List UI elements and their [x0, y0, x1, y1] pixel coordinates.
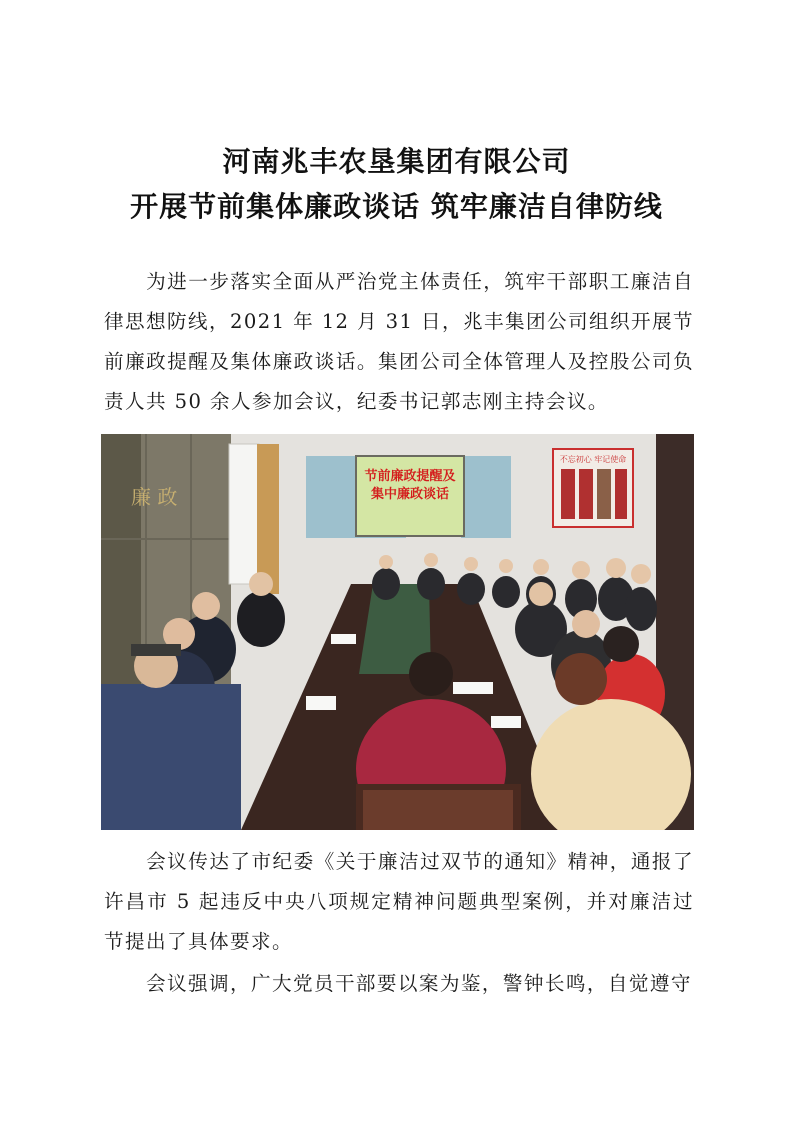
paragraph-intro	[104, 262, 694, 422]
meeting-photo	[101, 434, 694, 830]
paragraph-intro-text: 为进一步落实全面从严治党主体责任，筑牢干部职工廉洁自律思想防线，2021 年 12 月 31 日，兆丰集团公司组织开展节前廉政提醒及集体廉政谈话。集团公司全体管理人及控股公司负责人共 50 余人参加会议，纪委书记郭志刚主持会议。	[104, 270, 694, 413]
paragraph-emphasis-text: 会议强调，广大党员干部要以案为鉴，警钟长鸣，自觉遵守	[146, 972, 692, 995]
left-wall-lettering: 廉 政	[131, 485, 178, 509]
document-title-line1: 河南兆丰农垦集团有限公司	[222, 145, 571, 178]
document-title-line2: 开展节前集体廉政谈话 筑牢廉洁自律防线	[130, 190, 663, 223]
wall-poster-slogan: 不忘初心 牢记使命	[559, 455, 627, 464]
screen-title-line2: 集中廉政谈话	[370, 487, 450, 502]
paragraph-meeting-text: 会议传达了市纪委《关于廉洁过双节的通知》精神，通报了许昌市 5 起违反中央八项规定精神问题典型案例，并对廉洁过节提出了具体要求。	[104, 850, 694, 953]
screen-title-line1: 节前廉政提醒及	[364, 469, 456, 484]
paragraph-meeting	[104, 842, 694, 962]
paragraph-emphasis	[104, 964, 694, 1004]
